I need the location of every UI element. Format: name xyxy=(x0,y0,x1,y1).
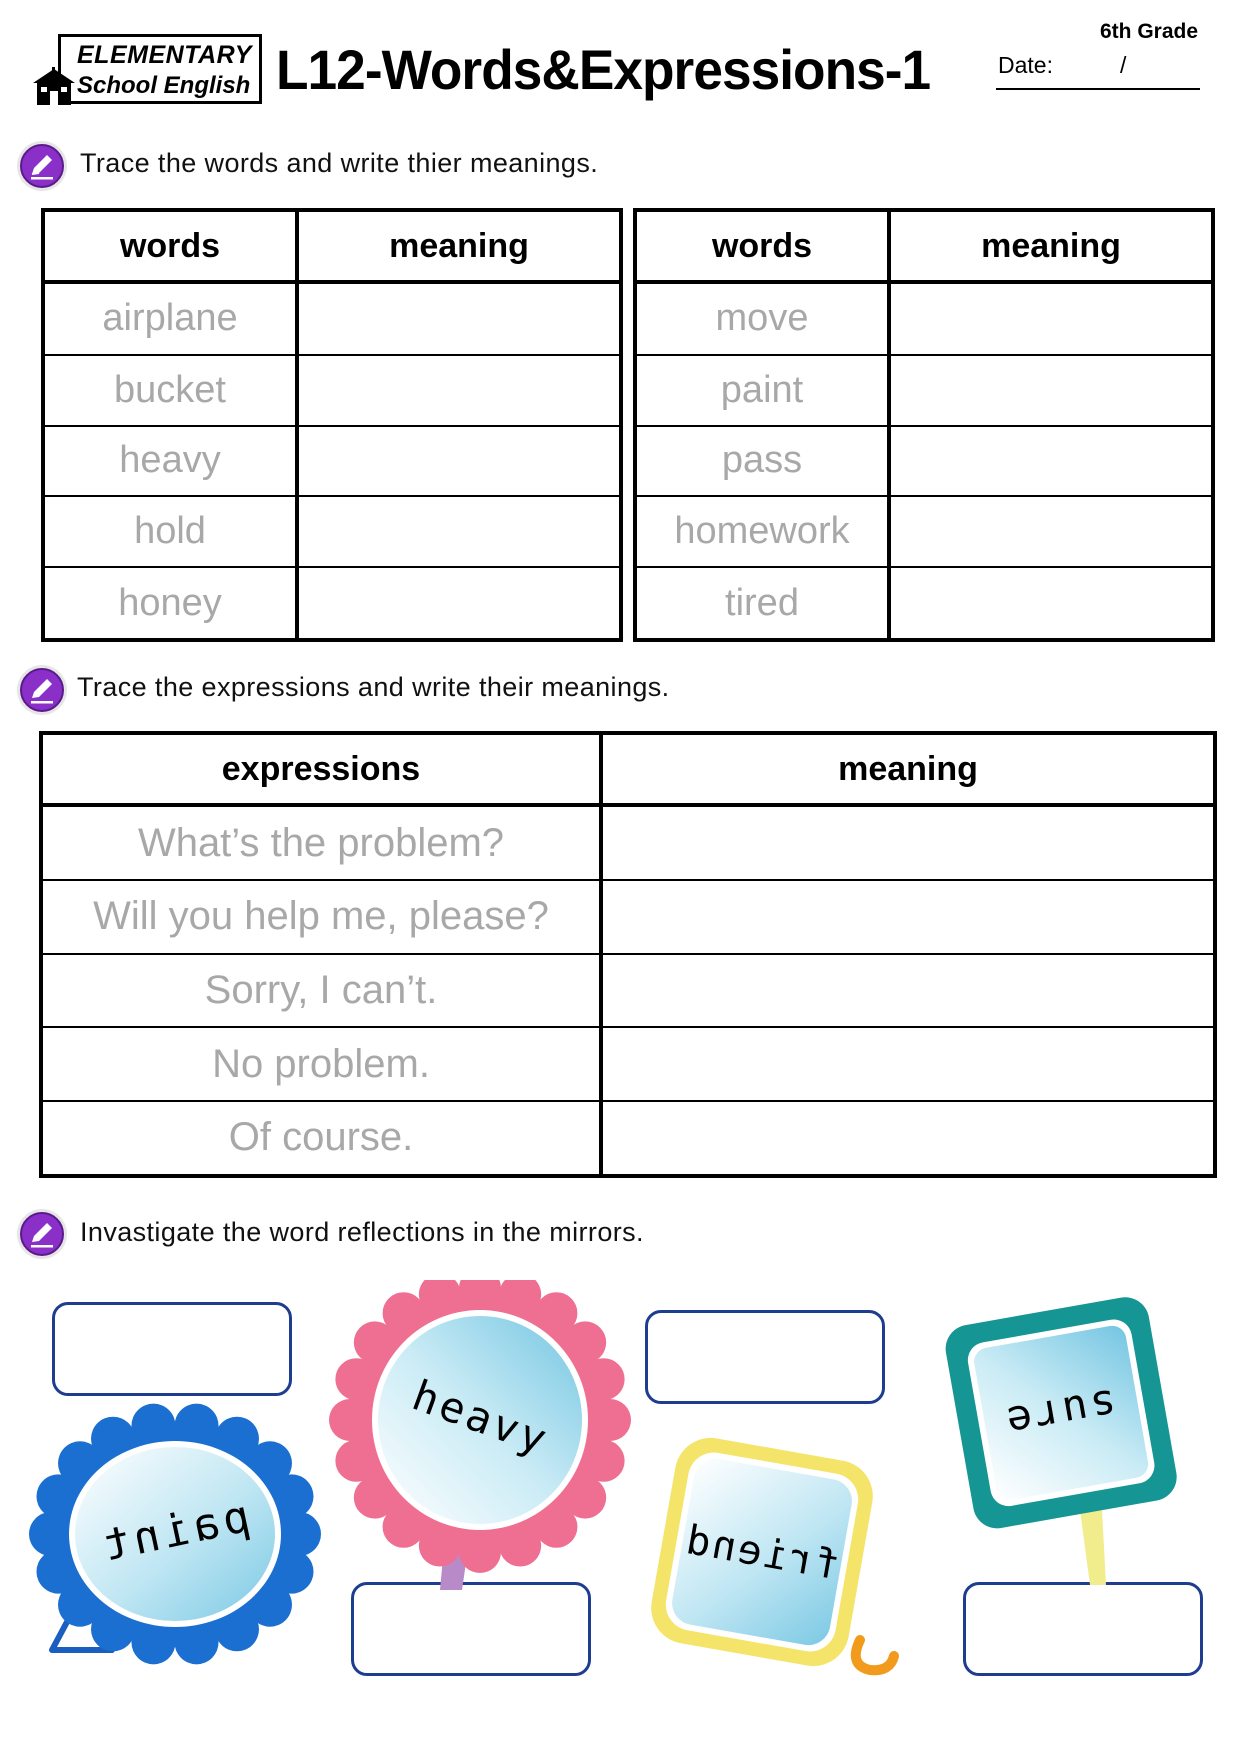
mirror-sure xyxy=(942,1293,1181,1585)
mirror-word-friend: friend xyxy=(680,1516,843,1590)
date-field[interactable] xyxy=(996,88,1200,90)
meaning-cell[interactable] xyxy=(601,1101,1215,1176)
trace-word: pass xyxy=(635,426,889,497)
section-instruction-mirrors: Invastigate the word reflections in the mirrors. xyxy=(80,1217,644,1247)
trace-expression: No problem. xyxy=(41,1027,601,1101)
logo-line-1: ELEMENTARY xyxy=(77,41,252,69)
pencil-badge-icon xyxy=(16,1208,68,1260)
mirror-friend xyxy=(645,1432,894,1672)
meaning-cell[interactable] xyxy=(889,355,1213,426)
section-instruction-expressions: Trace the expressions and write their meanings. xyxy=(77,672,670,702)
logo-line-2: School English xyxy=(77,72,251,99)
section-instruction-words: Trace the words and write thier meanings. xyxy=(80,148,599,178)
trace-expression: Will you help me, please? xyxy=(41,880,601,954)
words-table-left xyxy=(41,208,623,642)
meaning-cell[interactable] xyxy=(889,567,1213,640)
meaning-cell[interactable] xyxy=(297,426,621,497)
meaning-cell[interactable] xyxy=(889,496,1213,567)
school-building-icon xyxy=(33,67,75,107)
date-separator: / xyxy=(1120,52,1127,78)
column-header-words: words xyxy=(43,210,297,282)
column-header-words: words xyxy=(635,210,889,282)
page-title: L12-Words&Expressions-1 xyxy=(276,38,931,101)
expressions-table xyxy=(39,731,1217,1178)
school-logo xyxy=(58,34,262,104)
meaning-cell[interactable] xyxy=(297,567,621,640)
mirror-word-paint: paint xyxy=(94,1490,255,1573)
trace-word: homework xyxy=(635,496,889,567)
meaning-cell[interactable] xyxy=(601,880,1215,954)
column-header-meaning: meaning xyxy=(297,210,621,282)
trace-expression: Sorry, I can’t. xyxy=(41,954,601,1028)
trace-word: tired xyxy=(635,567,889,640)
trace-expression: Of course. xyxy=(41,1101,601,1176)
mirror-heavy xyxy=(329,1280,631,1590)
words-table-right xyxy=(633,208,1215,642)
meaning-cell[interactable] xyxy=(601,954,1215,1028)
trace-word: bucket xyxy=(43,355,297,426)
trace-word: paint xyxy=(635,355,889,426)
trace-word: heavy xyxy=(43,426,297,497)
meaning-cell[interactable] xyxy=(601,805,1215,880)
column-header-meaning: meaning xyxy=(889,210,1213,282)
pencil-badge-icon xyxy=(16,140,68,192)
trace-word: hold xyxy=(43,496,297,567)
mirror-paint xyxy=(29,1404,321,1665)
meaning-cell[interactable] xyxy=(297,282,621,355)
mirror-word-sure: sure xyxy=(1000,1379,1121,1448)
trace-expression: What’s the problem? xyxy=(41,805,601,880)
pencil-badge-icon xyxy=(16,664,68,716)
meaning-cell[interactable] xyxy=(297,355,621,426)
meaning-cell[interactable] xyxy=(601,1027,1215,1101)
mirror-word-heavy: heavy xyxy=(406,1370,556,1465)
meaning-cell[interactable] xyxy=(889,426,1213,497)
meaning-cell[interactable] xyxy=(297,496,621,567)
mirrors-illustration xyxy=(0,1280,1240,1750)
trace-word: move xyxy=(635,282,889,355)
meaning-cell[interactable] xyxy=(889,282,1213,355)
date-label: Date: xyxy=(998,52,1053,78)
grade-label: 6th Grade xyxy=(1100,20,1199,43)
trace-word: airplane xyxy=(43,282,297,355)
trace-word: honey xyxy=(43,567,297,640)
column-header-expressions: expressions xyxy=(41,733,601,805)
column-header-meaning: meaning xyxy=(601,733,1215,805)
